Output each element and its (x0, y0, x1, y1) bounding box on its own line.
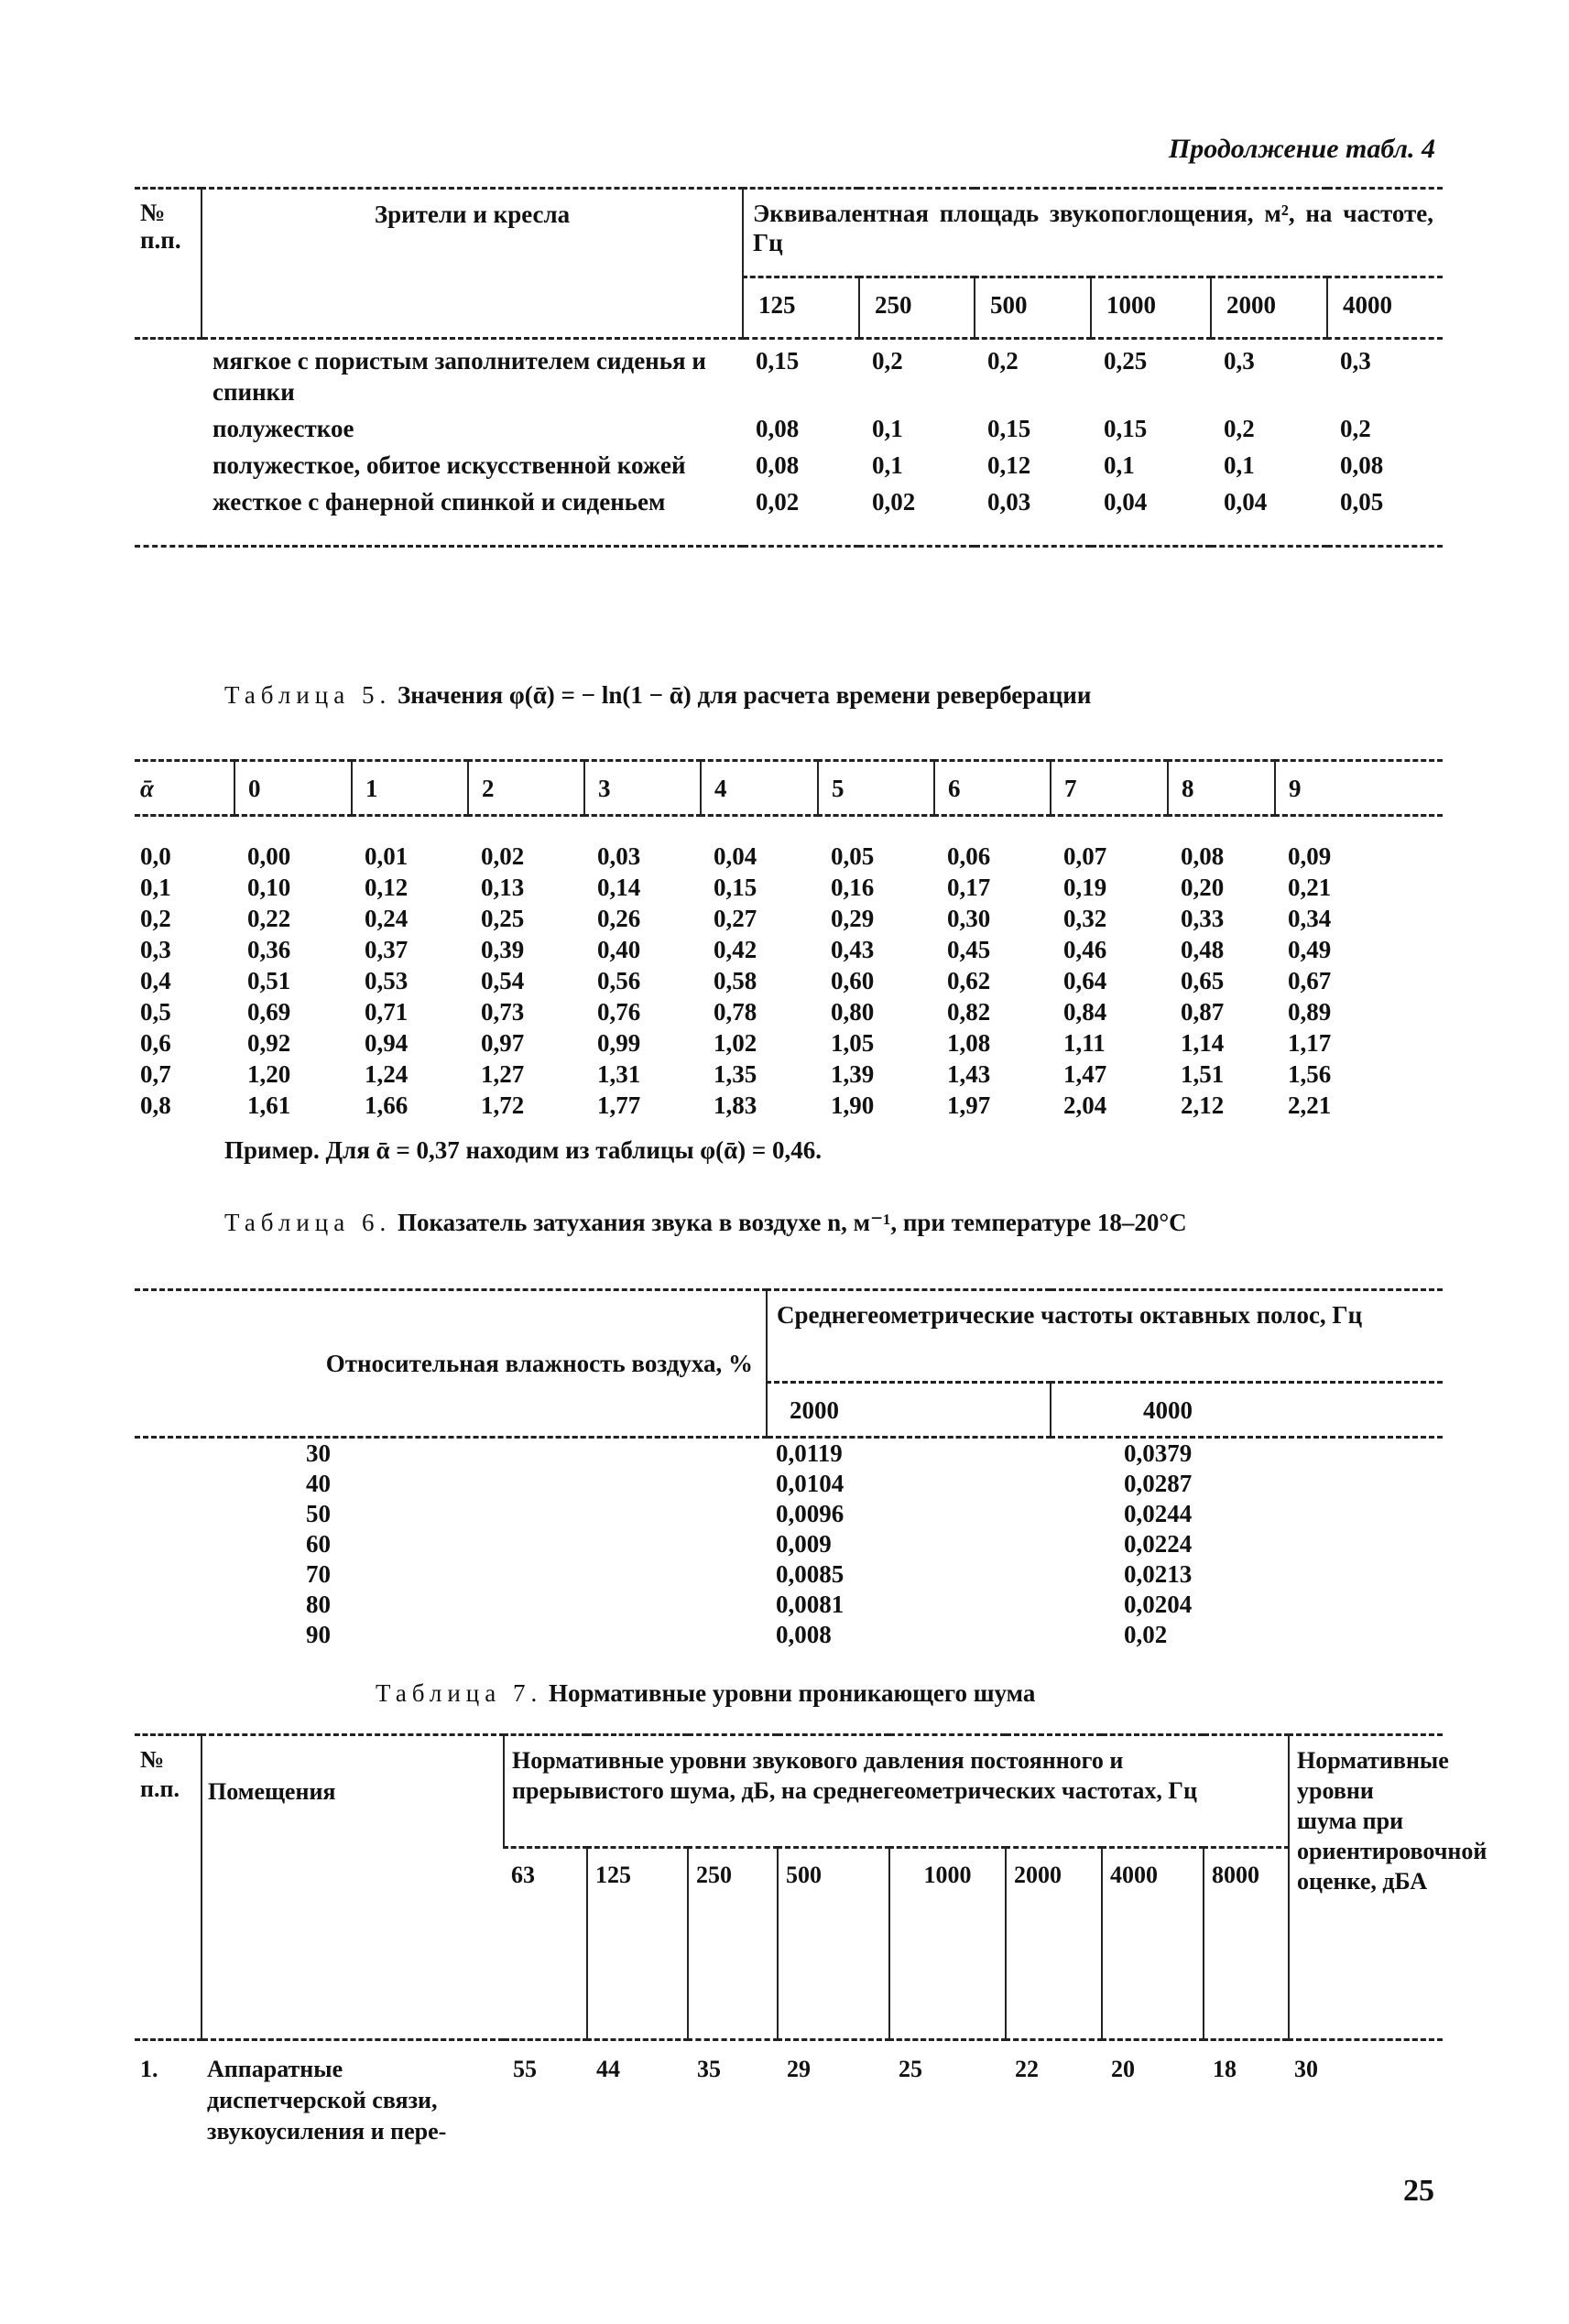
table-row (135, 1590, 1443, 1620)
cell-value: 0,29 (831, 905, 875, 932)
cell-value: 0,02 (1124, 1621, 1168, 1648)
cell-value: 0,27 (714, 905, 757, 932)
alpha-value: 0,4 (140, 967, 171, 994)
digit-header: 8 (1168, 761, 1275, 816)
cell-value: 0,008 (776, 1621, 832, 1648)
cell-value: 0,1 (872, 415, 903, 442)
alpha-value: 0,6 (140, 1029, 171, 1057)
cell-value: 0,15 (987, 415, 1031, 442)
digit-header: 7 (1051, 761, 1168, 816)
cell-value: 0,05 (831, 842, 875, 870)
caption-label: Таблица 7. (376, 1679, 543, 1707)
cell-value: 1,83 (714, 1091, 757, 1119)
cell-value: 0,14 (597, 874, 641, 901)
cell-value: 0,30 (947, 905, 991, 932)
alpha-value: 0,8 (140, 1091, 171, 1119)
col-name-header: Зрители и кресла (202, 189, 743, 339)
cell-value: 0,24 (365, 905, 409, 932)
col-group-header: Нормативные уровни звукового давления постоянного и прерывистого шума, дБ, на среднегеометрических частотах, Гц (504, 1735, 1289, 1848)
cell-value: 0,0287 (1124, 1470, 1193, 1497)
col-no-header: № п.п. (135, 189, 202, 339)
cell-value: 1,31 (597, 1060, 641, 1088)
freq-header: 1000 (889, 1848, 1006, 2040)
digit-header: 9 (1275, 761, 1443, 816)
freq-header: 63 (511, 1862, 535, 1888)
table-6-caption (224, 1207, 1443, 1238)
cell-value: 0,08 (1181, 842, 1225, 870)
table-7-caption (376, 1679, 1035, 1708)
cell-value: 0,2 (872, 347, 903, 375)
cell-value: 1,47 (1063, 1060, 1107, 1088)
cell-value: 1,24 (365, 1060, 409, 1088)
cell-value: 0,67 (1288, 967, 1332, 994)
table-row (135, 1469, 1443, 1499)
humidity-value: 80 (306, 1591, 331, 1618)
cell-value: 0,07 (1063, 842, 1107, 870)
cell-value: 0,1 (1224, 451, 1255, 479)
cell-value: 0,43 (831, 936, 875, 963)
cell-value: 1,61 (247, 1091, 291, 1119)
cell-value: 0,19 (1063, 874, 1107, 901)
table-row (135, 481, 1443, 547)
cell-value: 1,97 (947, 1091, 991, 1119)
cell-value: 0,25 (1104, 347, 1148, 375)
cell-value: 0,49 (1288, 936, 1332, 963)
table-4 (135, 187, 1443, 548)
cell-value: 0,009 (776, 1530, 832, 1558)
cell-value: 0,22 (247, 905, 291, 932)
cell-value: 0,3 (1224, 347, 1255, 375)
humidity-value: 70 (306, 1560, 331, 1588)
cell-value: 0,0244 (1124, 1500, 1193, 1527)
cell-value: 0,03 (987, 488, 1031, 516)
alpha-header: ᾱ (140, 774, 154, 802)
freq-header: 500 (778, 1848, 889, 2040)
caption-label: Таблица 5. (224, 681, 392, 709)
cell-value: 0,82 (947, 998, 991, 1026)
room-name: Аппаратные диспетчерской связи, звукоусиления и пере- (207, 2056, 447, 2145)
cell-value: 1,72 (481, 1091, 525, 1119)
cell-value: 0,15 (756, 347, 800, 375)
table-row (135, 965, 1443, 996)
table-5-caption (224, 681, 1091, 710)
cell-value: 0,08 (756, 451, 800, 479)
cell-value: 0,08 (1340, 451, 1384, 479)
cell-value: 0,1 (872, 451, 903, 479)
cell-value: 55 (513, 2056, 537, 2082)
cell-value: 0,89 (1288, 998, 1332, 1026)
cell-value: 0,12 (987, 451, 1031, 479)
cell-value: 0,17 (947, 874, 991, 901)
cell-value: 0,04 (1104, 488, 1148, 516)
digit-header: 4 (701, 761, 818, 816)
digit-header: 6 (934, 761, 1051, 816)
freq-header: 2000 (1211, 277, 1327, 339)
cell-value: 22 (1015, 2056, 1039, 2082)
cell-value: 0,0104 (776, 1470, 844, 1497)
table-row (135, 1059, 1443, 1090)
cell-value: 0,92 (247, 1029, 291, 1057)
cell-value: 1,51 (1181, 1060, 1225, 1088)
cell-value: 0,3 (1340, 347, 1371, 375)
row-no (135, 481, 202, 547)
cell-value: 1,17 (1288, 1029, 1332, 1057)
cell-value: 0,69 (247, 998, 291, 1026)
cell-value: 2,12 (1181, 1091, 1225, 1119)
col-room-header: Помещения (202, 1735, 504, 2040)
cell-value: 1,02 (714, 1029, 757, 1057)
cell-value: 0,0085 (776, 1560, 844, 1588)
cell-value: 0,48 (1181, 936, 1225, 963)
caption-text: Нормативные уровни проникающего шума (548, 1679, 1036, 1707)
cell-value: 0,58 (714, 967, 757, 994)
digit-header: 5 (818, 761, 934, 816)
col-no-header: № п.п. (135, 1735, 202, 2040)
cell-value: 2,21 (1288, 1091, 1332, 1119)
cell-value: 0,2 (1224, 415, 1255, 442)
cell-value: 0,33 (1181, 905, 1225, 932)
table-row (135, 1559, 1443, 1590)
cell-value: 1,66 (365, 1091, 409, 1119)
freq-header: 125 (743, 277, 859, 339)
alpha-value: 0,2 (140, 905, 171, 932)
table-6 (135, 1288, 1443, 1650)
cell-value: 0,04 (714, 842, 757, 870)
table-row (135, 1499, 1443, 1529)
freq-header: 250 (688, 1848, 778, 2040)
cell-value: 0,02 (481, 842, 525, 870)
freq-header: 4000 (1051, 1383, 1443, 1438)
freq-header: 8000 (1204, 1848, 1289, 2040)
table-row (135, 1529, 1443, 1559)
cell-value: 0,09 (1288, 842, 1332, 870)
cell-value: 0,34 (1288, 905, 1332, 932)
cell-value: 1,27 (481, 1060, 525, 1088)
cell-value: 1,20 (247, 1060, 291, 1088)
digit-header: 2 (468, 761, 584, 816)
freq-header: 250 (859, 277, 975, 339)
cell-value: 0,12 (365, 874, 409, 901)
humidity-value: 40 (306, 1470, 331, 1497)
cell-value: 0,36 (247, 936, 291, 963)
cell-value: 0,13 (481, 874, 525, 901)
cell-value: 0,01 (365, 842, 409, 870)
col-group-header: Среднегеометрические частоты октавных полос, Гц (767, 1290, 1443, 1383)
digit-header: 3 (584, 761, 701, 816)
freq-header: 4000 (1327, 277, 1443, 339)
table-row (135, 1620, 1443, 1650)
cell-value: 29 (787, 2056, 811, 2082)
row-no (135, 339, 202, 408)
table-row (135, 1090, 1443, 1121)
cell-value: 0,60 (831, 967, 875, 994)
table-row (135, 407, 1443, 444)
table-row (135, 339, 1443, 408)
row-name: мягкое с пористым заполнителем сиденья и спинки (212, 347, 706, 406)
cell-value: 0,32 (1063, 905, 1107, 932)
cell-value: 1,77 (597, 1091, 641, 1119)
cell-value: 0,0224 (1124, 1530, 1193, 1558)
cell-value: 0,97 (481, 1029, 525, 1057)
cell-value: 0,0204 (1124, 1591, 1193, 1618)
cell-value: 0,0096 (776, 1500, 844, 1527)
table-row (135, 872, 1443, 903)
table-row (135, 996, 1443, 1027)
cell-value: 0,05 (1340, 488, 1384, 516)
cell-value: 0,40 (597, 936, 641, 963)
cell-value: 0,73 (481, 998, 525, 1026)
row-no (135, 444, 202, 481)
table-5-example: Пример. Для ᾱ = 0,37 находим из таблицы φ(ᾱ) = 0,46. (224, 1136, 823, 1164)
freq-header: 500 (975, 277, 1091, 339)
cell-value: 0,26 (597, 905, 641, 932)
cell-value: 0,03 (597, 842, 641, 870)
digit-header: 1 (352, 761, 468, 816)
cell-value: 0,15 (714, 874, 757, 901)
table-row (135, 1438, 1443, 1470)
cell-value: 0,25 (481, 905, 525, 932)
cell-value: 0,39 (481, 936, 525, 963)
cell-value: 0,2 (1340, 415, 1371, 442)
cell-value: 18 (1213, 2056, 1237, 2082)
table-7 (135, 1733, 1487, 2147)
cell-value: 0,78 (714, 998, 757, 1026)
table-row (135, 903, 1443, 934)
digit-header: 0 (234, 761, 352, 816)
alpha-value: 0,3 (140, 936, 171, 963)
cell-value: 0,64 (1063, 967, 1107, 994)
cell-value: 0,71 (365, 998, 409, 1026)
cell-value: 0,80 (831, 998, 875, 1026)
cell-value: 0,20 (1181, 874, 1225, 901)
cell-value: 1,56 (1288, 1060, 1332, 1088)
table-row (135, 1027, 1443, 1059)
freq-header: 1000 (1091, 277, 1211, 339)
cell-value: 25 (899, 2056, 922, 2082)
cell-value: 0,06 (947, 842, 991, 870)
cell-value: 0,37 (365, 936, 409, 963)
caption-text: Показатель затухания звука в воздухе n, м⁻¹, при температуре 18–20°С (397, 1209, 1187, 1236)
cell-value: 0,76 (597, 998, 641, 1026)
cell-value: 0,1 (1104, 451, 1135, 479)
cell-value: 0,42 (714, 936, 757, 963)
cell-value: 0,51 (247, 967, 291, 994)
cell-value: 1,08 (947, 1029, 991, 1057)
cell-value: 20 (1111, 2056, 1135, 2082)
page-number: 25 (1403, 2174, 1434, 2208)
cell-value: 0,02 (756, 488, 800, 516)
cell-value: 1,11 (1063, 1029, 1106, 1057)
row-name: жесткое с фанерной спинкой и сиденьем (212, 488, 666, 516)
cell-value: 0,53 (365, 967, 409, 994)
table-row (135, 2040, 1443, 2148)
row-name: полужесткое, обитое искусственной кожей (212, 451, 686, 479)
alpha-value: 0,7 (140, 1060, 171, 1088)
humidity-value: 50 (306, 1500, 331, 1527)
cell-value: 0,15 (1104, 415, 1148, 442)
cell-value: 1,35 (714, 1060, 757, 1088)
cell-value: 0,0081 (776, 1591, 844, 1618)
cell-value: 0,45 (947, 936, 991, 963)
row-no (135, 407, 202, 444)
table-row (135, 444, 1443, 481)
col-dba-header: Нормативные уровни шума при ориентировочной оценке, дБА (1289, 1735, 1443, 2040)
cell-value: 1,90 (831, 1091, 875, 1119)
cell-value: 0,99 (597, 1029, 641, 1057)
cell-value: 1,14 (1181, 1029, 1225, 1057)
freq-header: 4000 (1102, 1848, 1204, 2040)
cell-value: 0,54 (481, 967, 525, 994)
cell-value: 0,02 (872, 488, 916, 516)
col-group-header: Эквивалентная площадь звукопоглощения, м², на частоте, Гц (743, 189, 1443, 277)
row-no: 1. (140, 2056, 158, 2082)
cell-value: 0,84 (1063, 998, 1107, 1026)
cell-value: 2,04 (1063, 1091, 1107, 1119)
continuation-label: Продолжение табл. 4 (1168, 134, 1435, 164)
cell-value: 0,00 (247, 842, 291, 870)
alpha-value: 0,1 (140, 874, 171, 901)
cell-value: 0,04 (1224, 488, 1268, 516)
table-row (135, 816, 1443, 873)
cell-value: 0,46 (1063, 936, 1107, 963)
cell-value: 44 (596, 2056, 620, 2082)
cell-value: 0,0119 (776, 1439, 843, 1467)
caption-label: Таблица 6. (224, 1209, 392, 1236)
caption-text: Значения φ(ᾱ) = − ln(1 − ᾱ) для расчета времени реверберации (397, 681, 1092, 709)
cell-value: 0,87 (1181, 998, 1225, 1026)
humidity-value: 90 (306, 1621, 331, 1648)
cell-value: 0,0213 (1124, 1560, 1193, 1588)
cell-value: 1,43 (947, 1060, 991, 1088)
cell-value: 0,08 (756, 415, 800, 442)
cell-value: 0,10 (247, 874, 291, 901)
cell-value: 0,0379 (1124, 1439, 1193, 1467)
cell-value: 35 (697, 2056, 721, 2082)
col-humidity-header: Относительная влажность воздуха, % (135, 1290, 767, 1438)
cell-value: 0,16 (831, 874, 875, 901)
cell-value: 0,21 (1288, 874, 1332, 901)
alpha-value: 0,5 (140, 998, 171, 1026)
table-row (135, 934, 1443, 965)
freq-header: 2000 (767, 1383, 1051, 1438)
cell-value: 0,2 (987, 347, 1019, 375)
cell-value: 0,62 (947, 967, 991, 994)
cell-value: 1,05 (831, 1029, 875, 1057)
freq-header: 2000 (1006, 1848, 1102, 2040)
table-5 (135, 759, 1443, 1121)
row-name: полужесткое (212, 415, 354, 442)
humidity-value: 60 (306, 1530, 331, 1558)
humidity-value: 30 (306, 1439, 331, 1467)
dba-value: 30 (1294, 2056, 1318, 2082)
cell-value: 0,94 (365, 1029, 409, 1057)
freq-header: 125 (587, 1848, 688, 2040)
cell-value: 0,65 (1181, 967, 1225, 994)
cell-value: 1,39 (831, 1060, 875, 1088)
alpha-value: 0,0 (140, 842, 171, 870)
cell-value: 0,56 (597, 967, 641, 994)
